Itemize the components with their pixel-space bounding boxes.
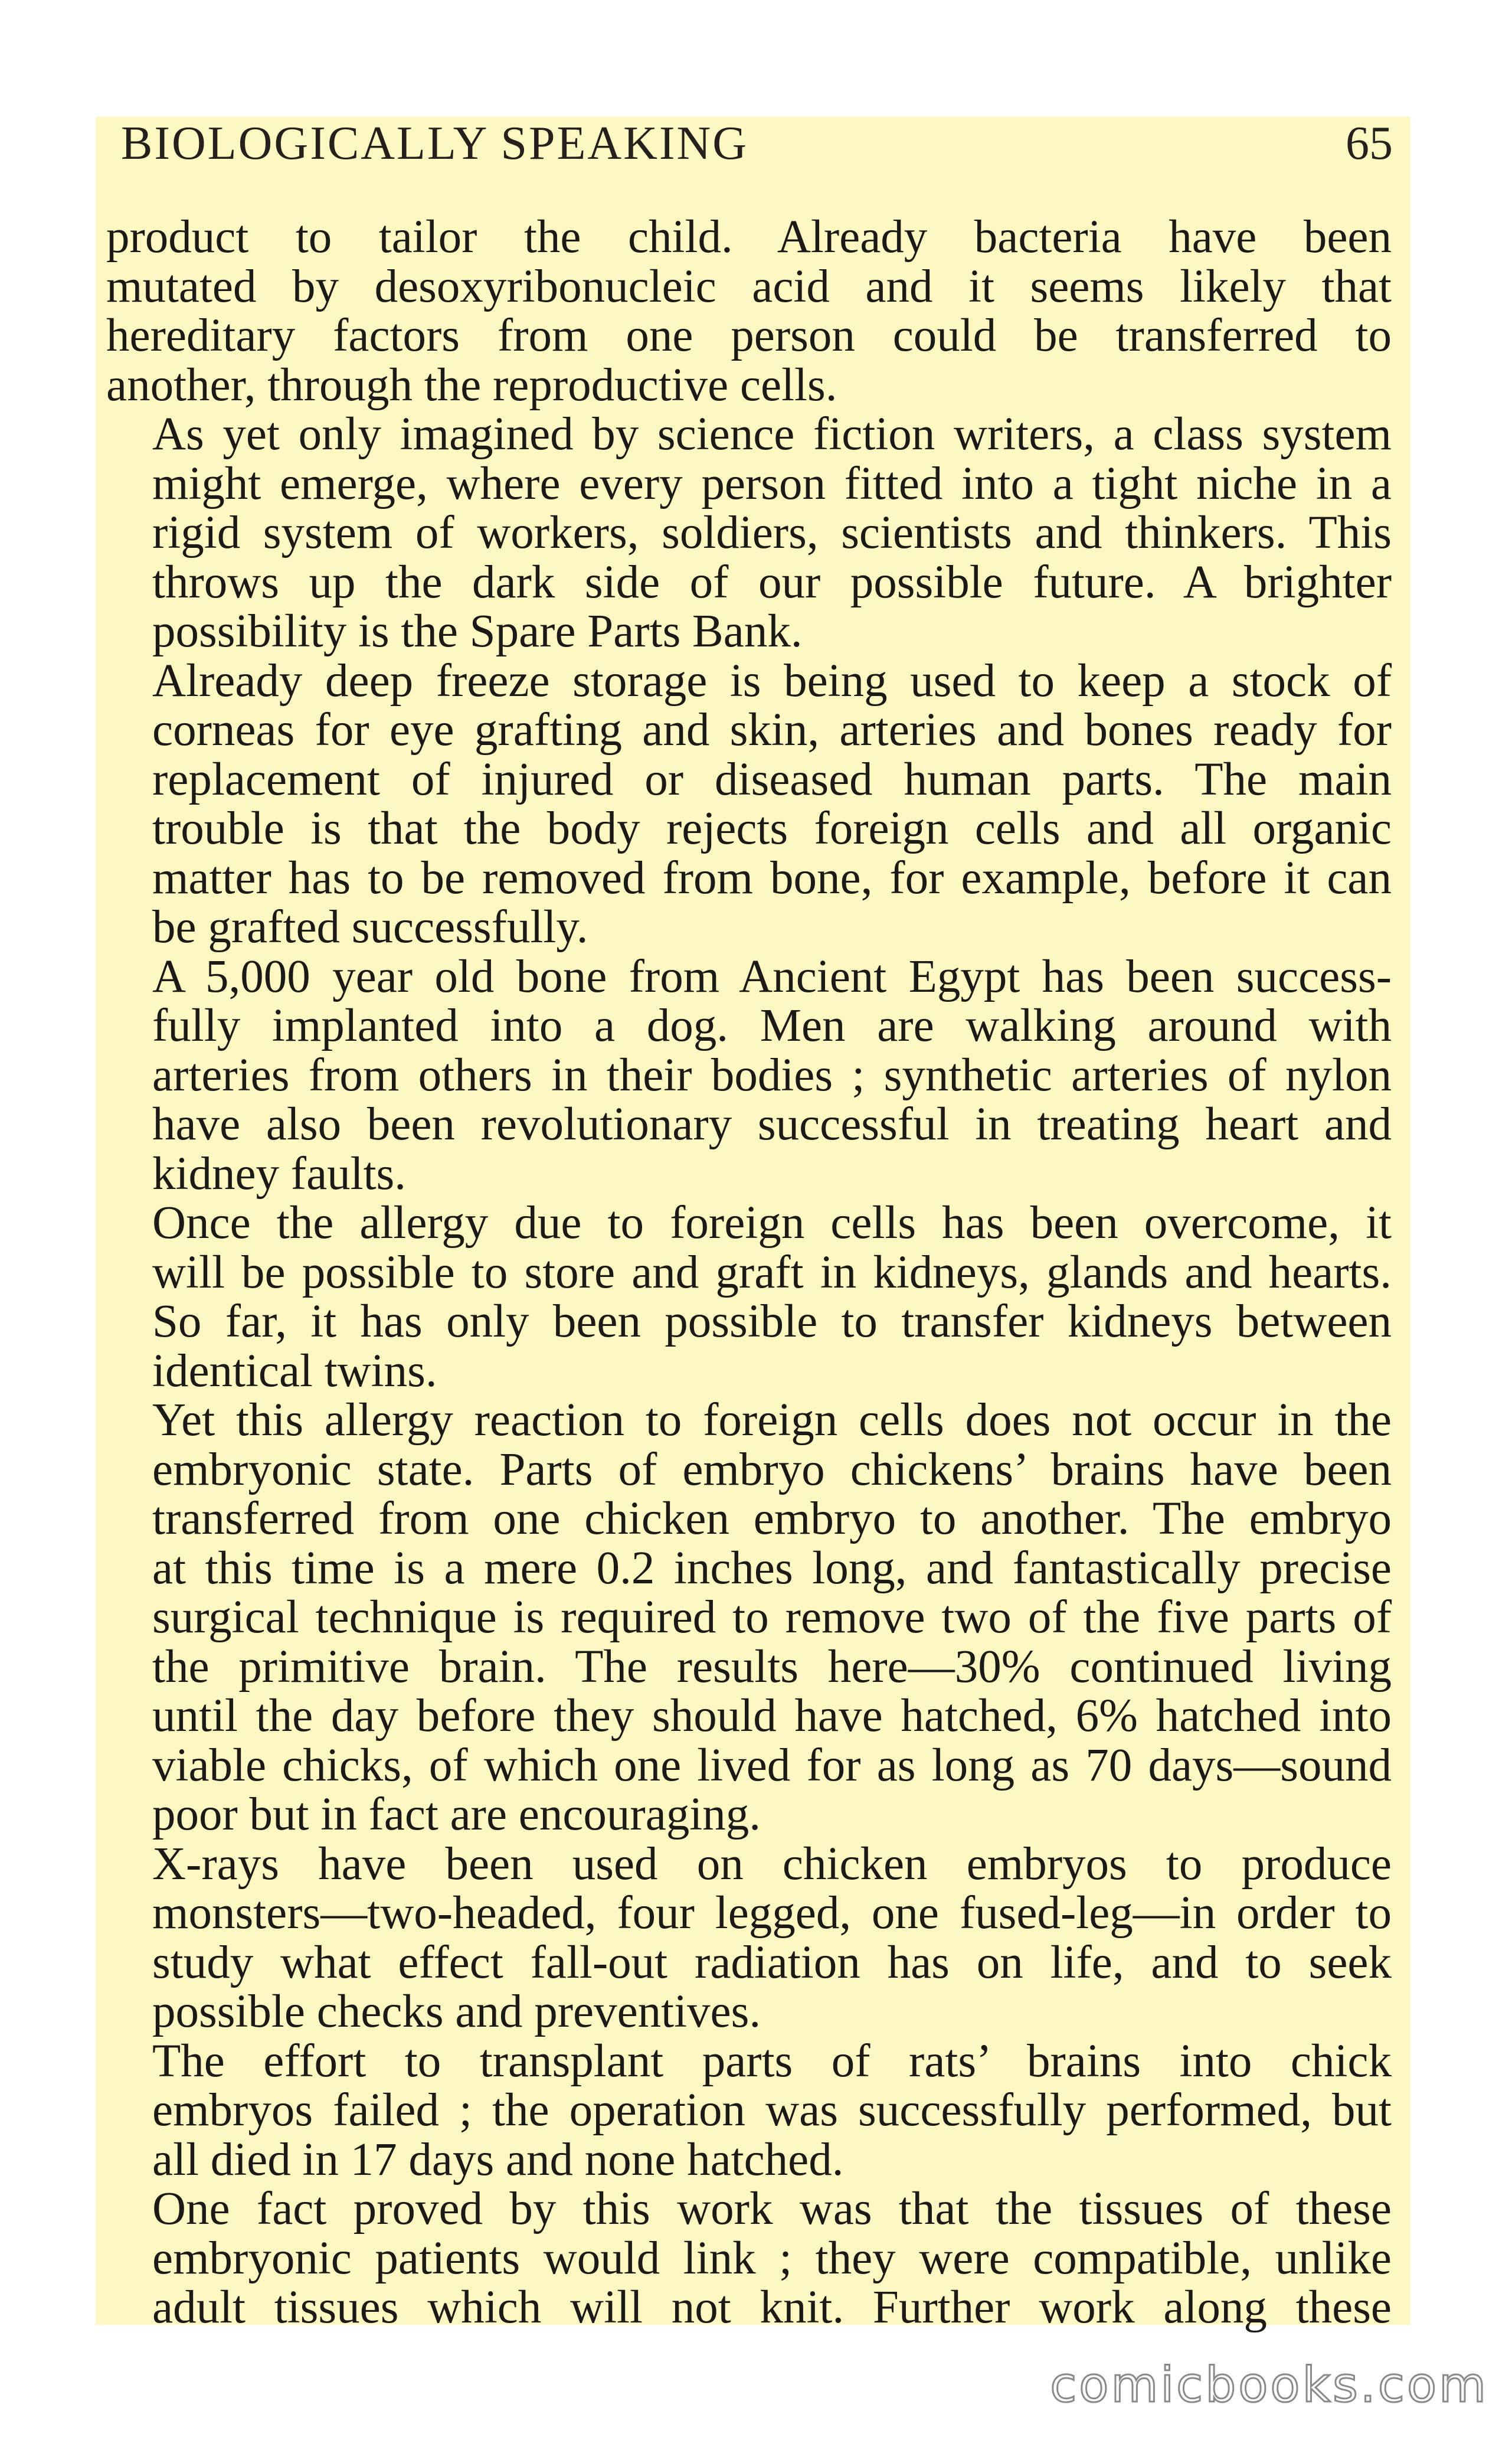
text-line: product to tailor the child. Already bacteria have been [106,211,1392,263]
text-line: until the day before they should have hatched, 6% hatched into [152,1690,1392,1742]
running-title: BIOLOGICALLY SPEAKING [121,117,749,169]
text-line: another, through the reproductive cells. [106,359,837,411]
text-line: corneas for eye grafting and skin, arteries and bones ready for [152,704,1392,756]
text-line: identical twins. [152,1345,437,1397]
text-line: the primitive brain. The results here—30% continued living [152,1641,1392,1693]
text-line: study what effect fall-out radiation has on life, and to seek [152,1936,1392,1988]
paragraph [106,952,1392,1199]
text-line: Yet this allergy reaction to foreign cells does not occur in the [152,1394,1392,1446]
text-line: rigid system of workers, soldiers, scientists and thinkers. This [152,507,1392,558]
text-line: A 5,000 year old bone from Ancient Egypt has been success- [152,950,1392,1002]
text-line: embryonic patients would link ; they were compatible, unlike [152,2232,1392,2284]
text-line: adult tissues which will not knit. Further work along these [152,2282,1392,2333]
page-number: 65 [1346,117,1393,169]
text-line: hereditary factors from one person could be transferred to [106,310,1392,361]
text-line: possible checks and preventives. [152,1986,761,2037]
text-line: at this time is a mere 0.2 inches long, and fantastically precise [152,1542,1392,1594]
text-line: kidney faults. [152,1148,407,1200]
text-line: mutated by desoxyribonucleic acid and it seems likely that [106,260,1392,312]
text-line: replacement of injured or diseased human parts. The main [152,753,1392,805]
text-line: throws up the dark side of our possible future. A brighter [152,556,1392,608]
text-line: embryos failed ; the operation was successfully performed, but [152,2085,1392,2136]
text-line: Already deep freeze storage is being used to keep a stock of [152,655,1392,707]
text-line: transferred from one chicken embryo to another. The embryo [152,1493,1392,1544]
text-line: might emerge, where every person fitted into a tight niche in a [152,458,1392,509]
paragraph [106,213,1392,410]
paragraph [106,410,1392,656]
text-line: will be possible to store and graft in kidneys, glands and hearts. [152,1246,1392,1298]
text-line: possibility is the Spare Parts Bank. [152,606,803,657]
text-line: One fact proved by this work was that the tissues of these [152,2183,1392,2235]
text-line: viable chicks, of which one lived for as long as 70 days—sound [152,1739,1392,1791]
text-line: As yet only imagined by science fiction writers, a class system [152,409,1392,460]
text-line: trouble is that the body rejects foreign cells and all organic [152,803,1392,854]
text-line: embryonic state. Parts of embryo chickens’ brains have been [152,1443,1392,1495]
running-head [121,111,1393,176]
text-line: all died in 17 days and none hatched. [152,2134,844,2186]
paragraph [106,656,1392,952]
text-line: arteries from others in their bodies ; synthetic arteries of nylon [152,1049,1392,1101]
text-line: surgical technique is required to remove two of the five parts of [152,1592,1392,1643]
body-text [106,213,1392,2333]
text-line: fully implanted into a dog. Men are walking around with [152,1000,1392,1051]
text-line: matter has to be removed from bone, for example, before it can [152,852,1392,904]
paragraph [106,2184,1392,2333]
text-line: monsters—two-headed, four legged, one fused-leg—in order to [152,1887,1392,1939]
text-line: Once the allergy due to foreign cells has been overcome, it [152,1197,1392,1249]
text-line: be grafted successfully. [152,901,588,953]
text-line: So far, it has only been possible to transfer kidneys between [152,1296,1392,1347]
watermark-logo: comicbooks.com [1050,2357,1488,2413]
text-line: The effort to transplant parts of rats’ brains into chick [152,2035,1392,2087]
paragraph [106,2037,1392,2185]
text-line: X-rays have been used on chicken embryos to produce [152,1838,1392,1890]
paragraph [106,1198,1392,1396]
paragraph [106,1396,1392,1840]
paragraph [106,1840,1392,2037]
text-line: poor but in fact are encouraging. [152,1789,761,1840]
text-line: have also been revolutionary successful in treating heart and [152,1099,1392,1150]
